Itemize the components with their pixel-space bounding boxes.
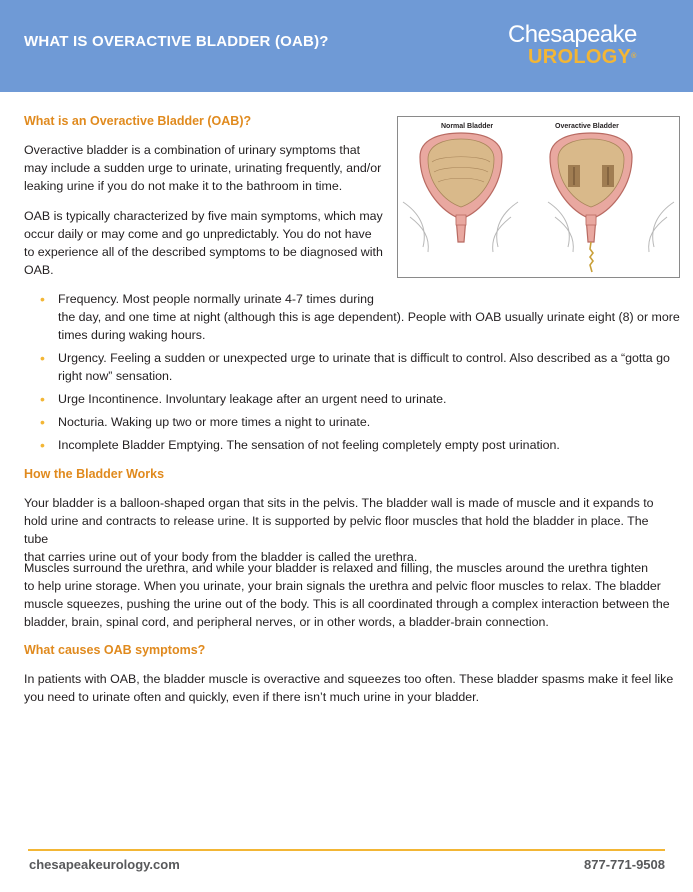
logo-wordmark-bottom [528, 47, 668, 67]
bladder-illustration [398, 117, 679, 277]
text-line: Muscles surround the urethra, and while your bladder is relaxed and filling, the muscles around the urethra tighten [24, 561, 649, 575]
paragraph-oab-causes [24, 670, 674, 706]
text-line: occur daily or may come and go unpredictably. You do not have [24, 227, 372, 241]
text-line: Incomplete Bladder Emptying. The sensation of not feeling completely empty post urination. [58, 438, 560, 452]
text-line: OAB is typically characterized by five main symptoms, which may [24, 209, 383, 223]
list-item [40, 390, 680, 408]
bullet-icon: • [40, 414, 45, 430]
text-line: may include a sudden urge to urinate, urinating frequently, and/or [24, 161, 382, 175]
text-line: OAB. [24, 263, 54, 277]
text-line: muscle squeezes, pushing the urine out of the body. This is all coordinated through a complex interaction between the [24, 597, 670, 611]
text-line: bladder, brain, spinal cord, and peripheral nerves, or in other words, a bladder-brain connection. [24, 615, 549, 629]
label-overactive-bladder: Overactive Bladder [555, 123, 619, 130]
list-item [40, 290, 680, 344]
paragraph-oab-definition [24, 141, 394, 195]
bullet-icon: • [40, 391, 45, 407]
registered-mark: ® [631, 53, 637, 60]
text-line: Your bladder is a balloon-shaped organ that sits in the pelvis. The bladder wall is made of muscle and it expands to [24, 496, 654, 510]
logo-wordmark-top: Chesapeake [508, 21, 637, 48]
footer-phone: 877-771-9508 [584, 857, 665, 872]
chesapeake-urology-logo [508, 23, 668, 67]
text-line: leaking urine if you do not make it to the bathroom in time. [24, 179, 343, 193]
text-line: that carries urine out of your body from the bladder is called the urethra. [24, 550, 418, 564]
text-line: Frequency. Most people normally urinate 4-7 times during [58, 292, 374, 306]
list-item [40, 349, 680, 385]
text-line: Urgency. Feeling a sudden or unexpected urge to urinate that is difficult to control. Also described as a “gotta go [58, 351, 670, 365]
list-item [40, 436, 680, 454]
normal-bladder-drawing [420, 133, 502, 242]
list-item [40, 413, 680, 431]
overactive-bladder-drawing [550, 133, 632, 272]
text-line: you need to urinate often and quickly, even if there isn’t much urine in your bladder. [24, 690, 480, 704]
text-line: In patients with OAB, the bladder muscle is overactive and squeezes too often. These bladder spasms make it feel like [24, 672, 674, 686]
text-line: times during waking hours. [58, 328, 206, 342]
text-line: Overactive bladder is a combination of urinary symptoms that [24, 143, 361, 157]
text-line: the day, and one time at night (although this is age dependent). People with OAB usually urinate eight (8) or more [58, 310, 680, 324]
paragraph-oab-symptoms-intro [24, 207, 394, 279]
paragraph-bladder-brain-connection [24, 559, 674, 631]
label-normal-bladder: Normal Bladder [441, 123, 494, 130]
bullet-icon: • [40, 437, 45, 453]
section-heading-how-bladder-works: How the Bladder Works [24, 467, 165, 481]
text-line: to help urine storage. When you urinate, your brain signals the urethra and pelvic floor muscles to relax. The bladder [24, 579, 661, 593]
paragraph-bladder-anatomy [24, 494, 674, 566]
text-line: hold urine and contracts to release urine. It is supported by pelvic floor muscles that hold the bladder in place. The tube [24, 514, 649, 546]
text-line: to experience all of the described symptoms to be diagnosed with [24, 245, 383, 259]
text-line: Nocturia. Waking up two or more times a night to urinate. [58, 415, 371, 429]
section-heading-what-is-oab: What is an Overactive Bladder (OAB)? [24, 114, 252, 128]
footer-divider [28, 849, 665, 851]
logo-wordmark-bottom-text: UROLOGY [528, 46, 632, 68]
footer-website: chesapeakeurology.com [29, 857, 180, 872]
text-line: right now” sensation. [58, 369, 173, 383]
section-heading-what-causes-oab: What causes OAB symptoms? [24, 643, 206, 657]
symptom-list [40, 290, 680, 459]
bullet-icon: • [40, 350, 45, 366]
page-title: WHAT IS OVERACTIVE BLADDER (OAB)? [24, 33, 329, 50]
bladder-comparison-figure [397, 116, 680, 278]
page-header [0, 0, 693, 92]
text-line: Urge Incontinence. Involuntary leakage after an urgent need to urinate. [58, 392, 447, 406]
bullet-icon: • [40, 291, 45, 307]
